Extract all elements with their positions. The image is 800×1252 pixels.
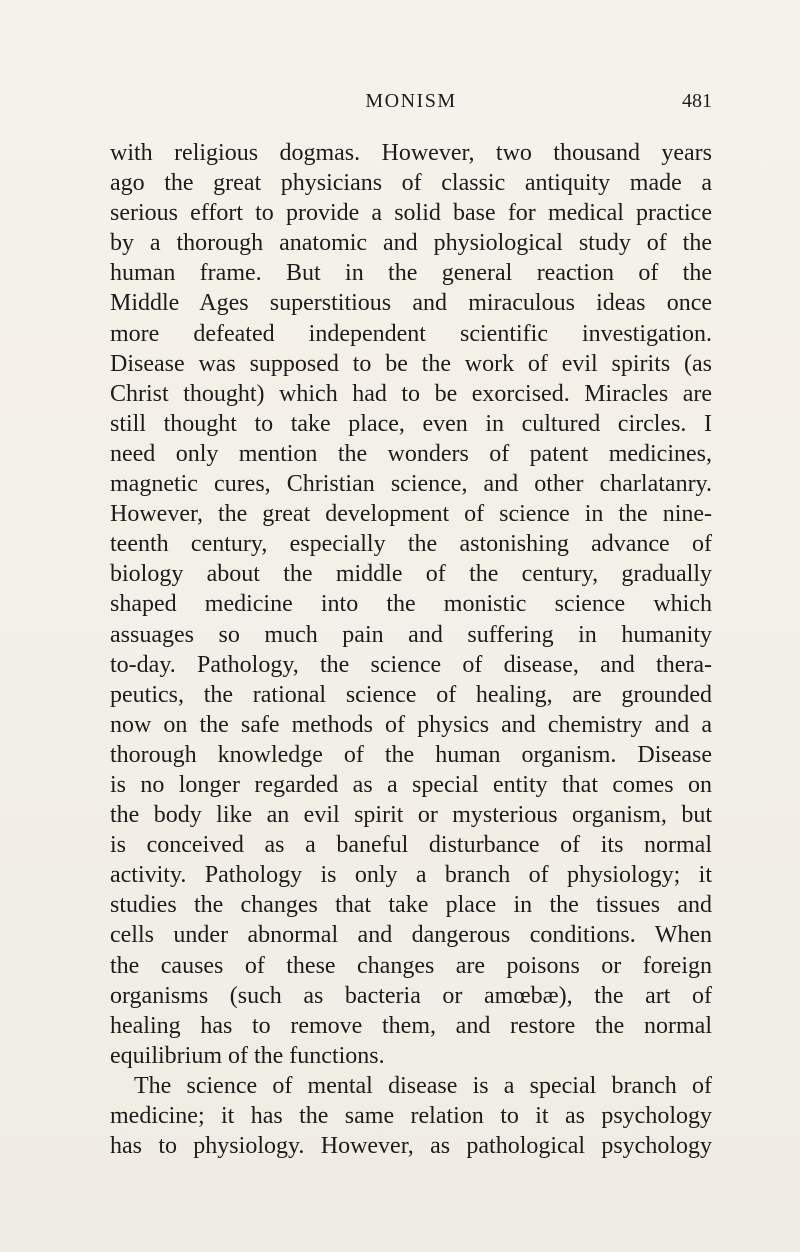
body-text — [110, 138, 712, 1161]
text-line: Middle Ages superstitious and miraculous ideas once — [110, 290, 712, 317]
text-line: Christ thought) which had to be exorcised. Miracles are — [110, 380, 712, 407]
text-line: activity. Pathology is only a branch of physiology; it — [110, 862, 712, 889]
text-line: The science of mental disease is a special branch of — [134, 1072, 712, 1099]
text-line: thorough knowledge of the human organism. Disease — [110, 741, 712, 768]
text-line: with religious dogmas. However, two thousand years — [110, 140, 712, 166]
text-line: Disease was supposed to be the work of evil spirits (as — [110, 350, 712, 377]
text-line: However, the great development of science in the nine- — [110, 501, 712, 528]
text-line: is no longer regarded as a special entity that comes on — [110, 771, 712, 798]
text-line: organisms (such as bacteria or amœbæ), the art of — [110, 982, 712, 1009]
text-line: studies the changes that take place in the tissues and — [110, 892, 712, 919]
text-line: ago the great physicians of classic antiquity made a — [110, 170, 712, 197]
text-line: now on the safe methods of physics and chemistry and a — [110, 711, 712, 738]
text-line: the causes of these changes are poisons or foreign — [110, 952, 712, 979]
text-line: cells under abnormal and dangerous conditions. When — [110, 922, 712, 949]
text-line: assuages so much pain and suffering in humanity — [110, 621, 712, 648]
text-line: shaped medicine into the monistic science which — [110, 591, 712, 618]
text-line: is conceived as a baneful disturbance of its normal — [110, 832, 712, 859]
text-line: human frame. But in the general reaction of the — [110, 260, 712, 287]
running-head — [110, 90, 712, 120]
text-line: need only mention the wonders of patent medicines, — [110, 440, 712, 467]
text-line: by a thorough anatomic and physiological study of the — [110, 230, 712, 257]
text-line: to-day. Pathology, the science of disease, and thera- — [110, 651, 712, 678]
running-title: MONISM — [365, 90, 457, 112]
text-line: more defeated independent scientific investigation. — [110, 320, 712, 347]
text-line: serious effort to provide a solid base for medical practice — [110, 200, 712, 227]
text-line: equilibrium of the functions. — [110, 1042, 385, 1069]
text-line: magnetic cures, Christian science, and other charlatanry. — [110, 471, 712, 498]
text-line: teenth century, especially the astonishing advance of — [110, 531, 712, 558]
text-line: has to physiology. However, as pathological psychology — [110, 1133, 712, 1160]
page-number: 481 — [682, 90, 712, 112]
text-line: the body like an evil spirit or mysterious organism, but — [110, 802, 712, 829]
text-line: biology about the middle of the century, gradually — [110, 561, 712, 588]
text-line: healing has to remove them, and restore the normal — [110, 1012, 712, 1039]
text-line: peutics, the rational science of healing, are grounded — [110, 681, 712, 708]
text-line: still thought to take place, even in cultured circles. I — [110, 410, 712, 437]
text-line: medicine; it has the same relation to it as psychology — [110, 1103, 712, 1129]
